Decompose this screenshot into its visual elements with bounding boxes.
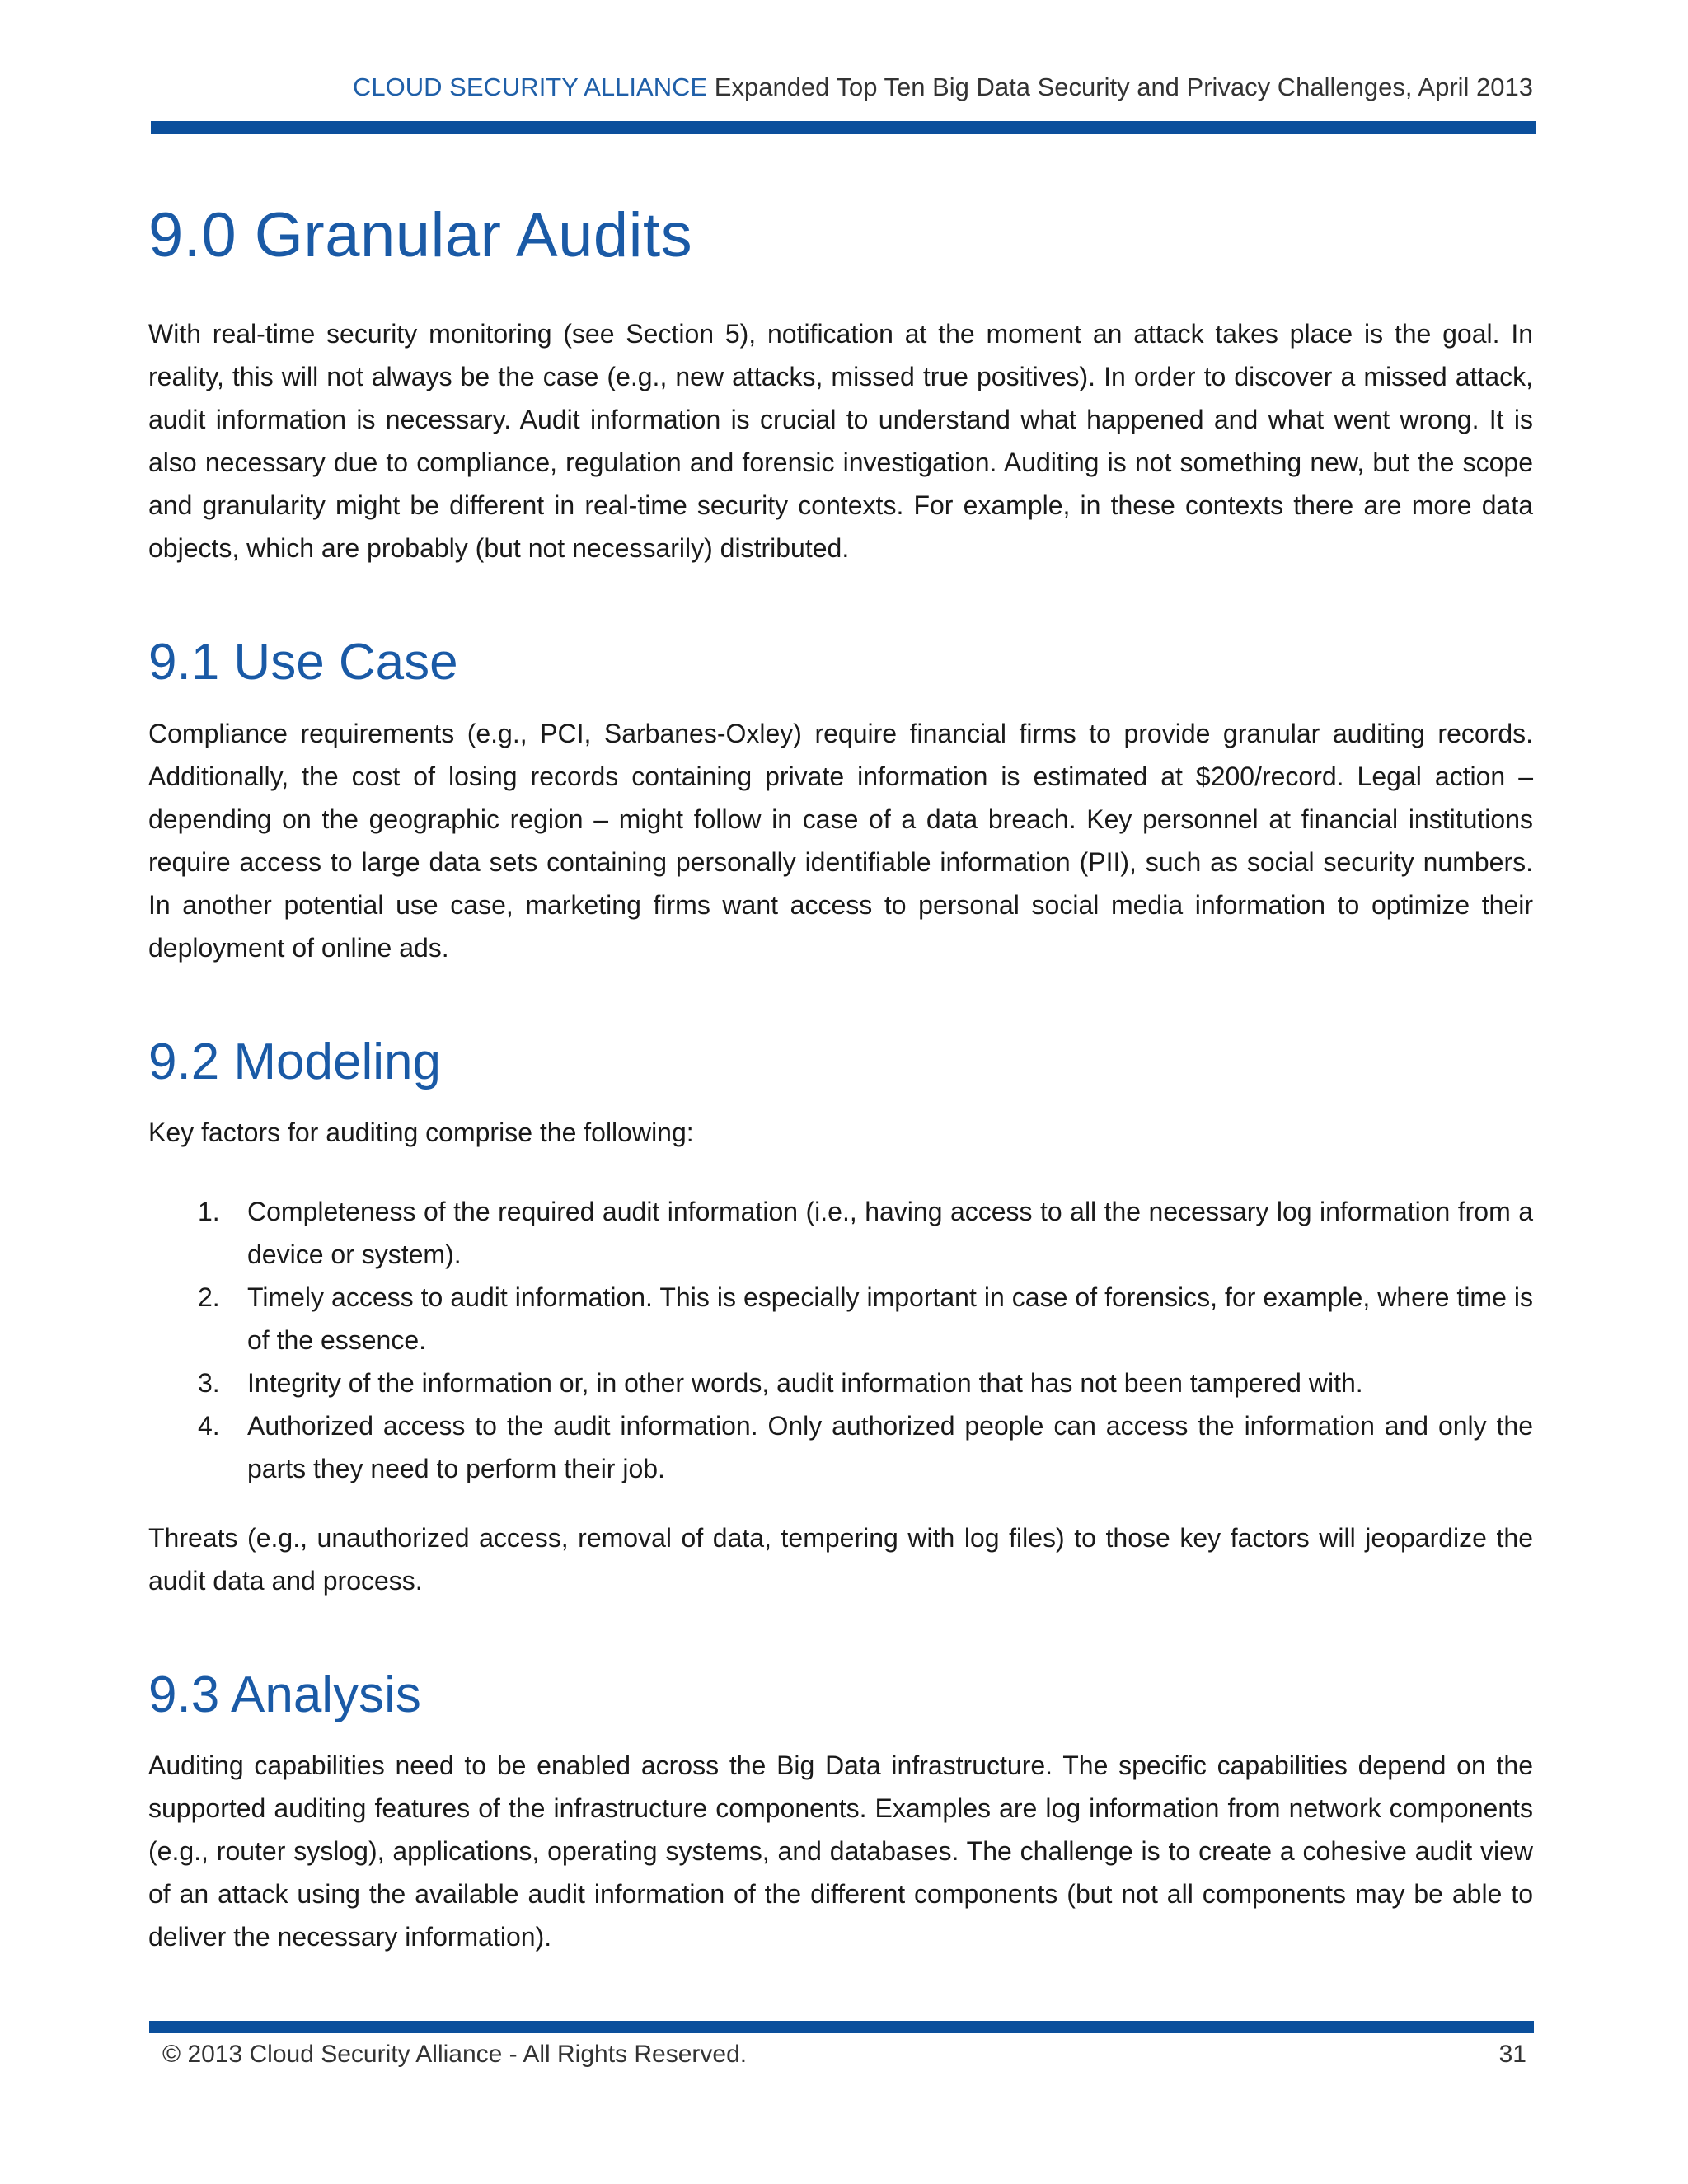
intro-paragraph: With real-time security monitoring (see Section 5), notification at the moment an attack takes place is the goal. In reality, this will not always be the case (e.g., new attacks, missed true positives). In order to discover a missed attack, audit information is necessary. Audit information is crucial to understand what happened and what went wrong. It is also necessary due to compliance, regulation and forensic investigation. Auditing is not something new, but the scope and granularity might be different in real-time security contexts. For example, in these contexts there are more data objects, which are probably (but not necessarily) distributed. <box>148 319 1533 564</box>
list-text: Integrity of the information or, in other words, audit information that has not been tampered with. <box>247 1367 1363 1398</box>
footer-copyright: © 2013 Cloud Security Alliance - All Rights Reserved. <box>162 2041 748 2068</box>
section-paragraph: Auditing capabilities need to be enabled across the Big Data infrastructure. The specific capabilities depend on the supported auditing features of the infrastructure components. Examples are log information from network components (e.g., router syslog), applications, operating systems, and databases. The challenge is to create a cohesive audit view of an attack using the available audit information of the different components (but not all components may be able to deliver the necessary information). <box>148 1750 1533 1952</box>
key-factors-list <box>148 1190 1533 1490</box>
header-doc-title: Expanded Top Ten Big Data Security and Privacy Challenges, April 2013 <box>714 73 1533 101</box>
section-heading: 9.3 Analysis <box>148 1666 421 1723</box>
section-use-case <box>148 632 1533 968</box>
footer-divider <box>149 2021 1534 2033</box>
section-lead: Key factors for auditing comprise the following: <box>148 1117 694 1147</box>
section-heading: 9.2 Modeling <box>148 1033 442 1090</box>
list-number: 1. <box>198 1196 220 1226</box>
section-modeling <box>148 1032 1533 1602</box>
section-analysis <box>148 1665 1533 1958</box>
list-item <box>148 1190 1533 1276</box>
list-number: 3. <box>198 1367 220 1398</box>
list-text: Completeness of the required audit information (i.e., having access to all the necessary log information from a device or system). <box>247 1196 1533 1269</box>
list-number: 2. <box>198 1282 220 1312</box>
list-text: Timely access to audit information. This is especially important in case of forensics, for example, where time is of the essence. <box>247 1282 1533 1355</box>
section-paragraph: Compliance requirements (e.g., PCI, Sarbanes-Oxley) require financial firms to provide granular auditing records. Additionally, the cost of losing records containing private information is estimated at $200/record. Legal action – depending on the geographic region – might follow in case of a data breach. Key personnel at financial institutions require access to large data sets containing personally identifiable information (PII), such as social security numbers. In another potential use case, marketing firms want access to personal social media information to optimize their deployment of online ads. <box>148 718 1533 963</box>
section-paragraph: Threats (e.g., unauthorized access, removal of data, tempering with log files) to those key factors will jeopardize the audit data and process. <box>148 1522 1533 1596</box>
page-number: 31 <box>1498 2041 1526 2068</box>
list-item <box>148 1276 1533 1361</box>
page-content <box>148 198 1533 1958</box>
list-item <box>148 1404 1533 1490</box>
list-item <box>148 1361 1533 1404</box>
header-divider <box>151 121 1536 134</box>
section-heading: 9.1 Use Case <box>148 634 458 691</box>
running-header <box>353 73 1533 102</box>
list-text: Authorized access to the audit information. Only authorized people can access the information and only the parts they need to perform their job. <box>247 1410 1533 1483</box>
list-number: 4. <box>198 1410 220 1441</box>
page-title: 9.0 Granular Audits <box>148 200 693 270</box>
header-org: CLOUD SECURITY ALLIANCE <box>353 73 708 101</box>
